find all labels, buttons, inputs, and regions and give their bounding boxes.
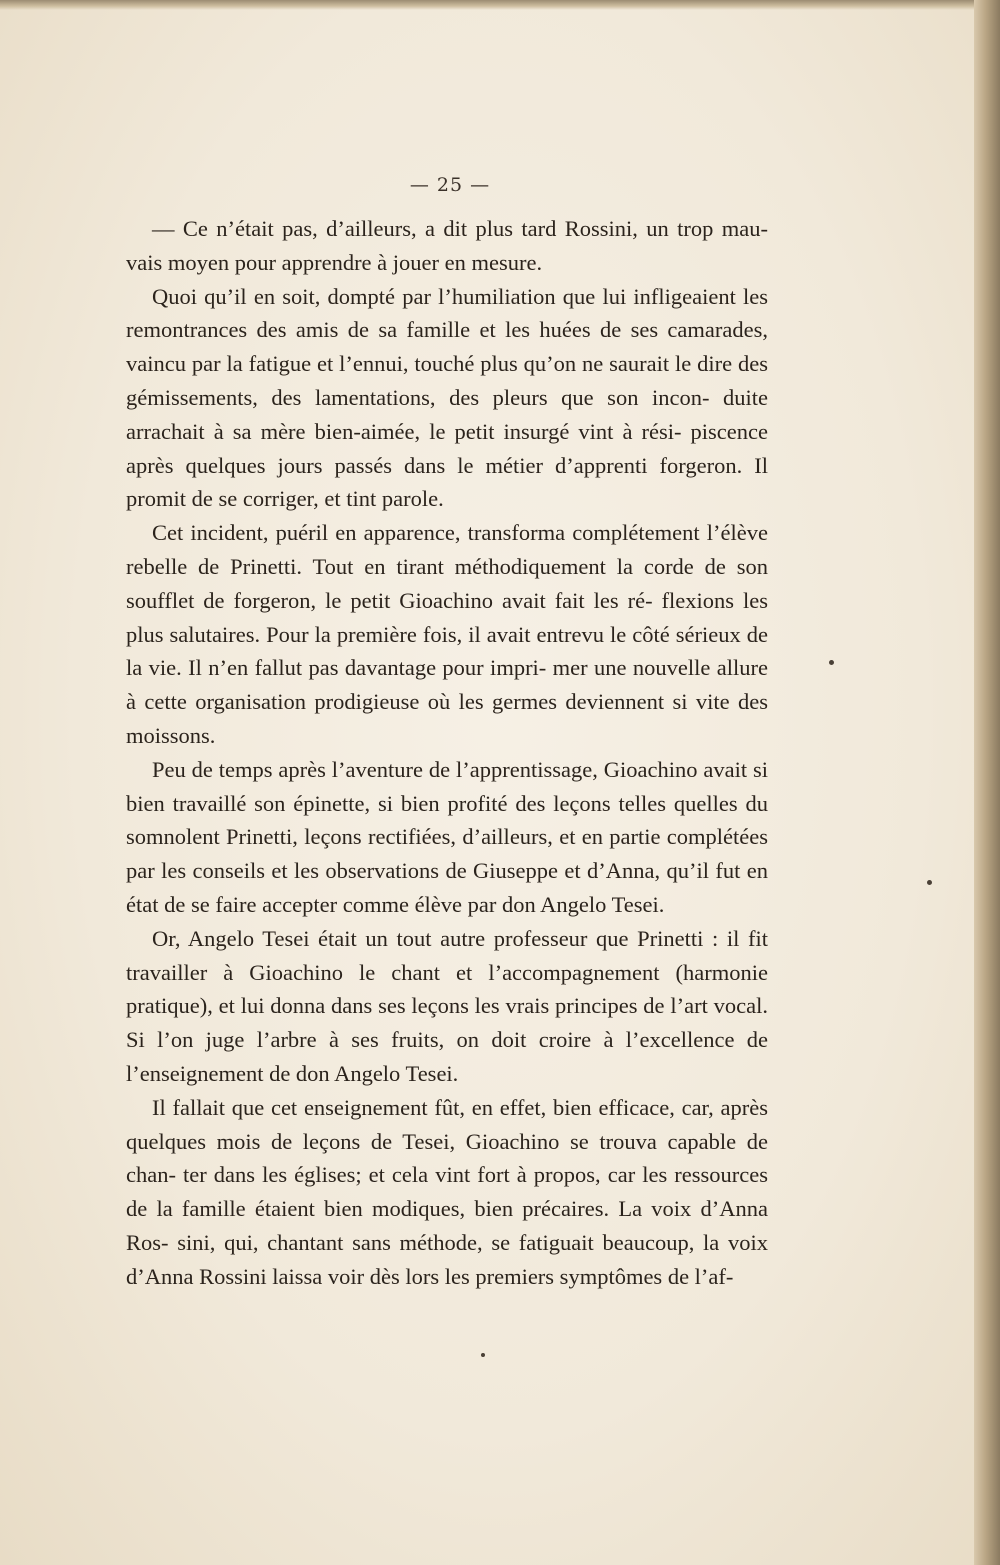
page-right-edge (974, 0, 1000, 1565)
ink-speck (481, 1353, 485, 1357)
paragraph: Or, Angelo Tesei était un tout autre professeur que Prinetti : il fit travailler à Gioachino le chant et l’accompagnement (harmonie pratique), et lui donna dans ses leçons les vrais principes de l’art vocal. Si l’on juge l’arbre à ses fruits, on doit croire à l’excellence de l’enseignement de don Angelo Tesei. (126, 925, 768, 1086)
paragraph: Il fallait que cet enseignement fût, en effet, bien efficace, car, après quelques mois de leçons de Tesei, Gioachino se trouva capable de chan- ter dans les églises; et cela vint fort à propos, car les ressources de la famille étaient bien modiques, bien précaires. La voix d’Anna Ros- sini, qui, chantant sans méthode, se fatiguait beaucoup, la voix d’Anna Rossini laissa voir dès lors les premiers symptômes de l’af- (126, 1094, 768, 1289)
paragraph: Quoi qu’il en soit, dompté par l’humiliation que lui infligeaient les remontrances des amis de sa famille et les huées de ses camarades, vaincu par la fatigue et l’ennui, touché plus qu’on ne saurait le dire des gémissements, des lamentations, des pleurs que son incon- duite arrachait à sa mère bien-aimée, le petit insurgé vint à rési- piscence après quelques jours passés dans le métier d’apprenti forgeron. Il promit de se corriger, et tint parole. (126, 283, 768, 512)
ink-speck (927, 880, 932, 885)
page-number: — 25 — (409, 174, 491, 196)
paragraph: Peu de temps après l’aventure de l’apprentissage, Gioachino avait si bien travaillé son épinette, si bien profité des leçons telles quelles du somnolent Prinetti, leçons rectifiées, d’ailleurs, et en partie complétées par les conseils et les observations de Giuseppe et d’Anna, qu’il fut en état de se faire accepter comme élève par don Angelo Tesei. (126, 756, 768, 917)
body-text (126, 212, 768, 1294)
paragraph: — Ce n’était pas, d’ailleurs, a dit plus tard Rossini, un trop mau- vais moyen pour apprendre à jouer en mesure. (126, 216, 768, 275)
paragraph: Cet incident, puéril en apparence, transforma complétement l’élève rebelle de Prinetti. Tout en tirant méthodiquement la corde de son soufflet de forgeron, le petit Gioachino avait fait les ré- flexions les plus salutaires. Pour la première fois, il avait entrevu le côté sérieux de la vie. Il n’en fallut pas davantage pour impri- mer une nouvelle allure à cette organisation prodigieuse où les germes deviennent si vite des moissons. (126, 520, 768, 748)
ink-speck (829, 660, 834, 665)
page-top-edge (0, 0, 1000, 10)
